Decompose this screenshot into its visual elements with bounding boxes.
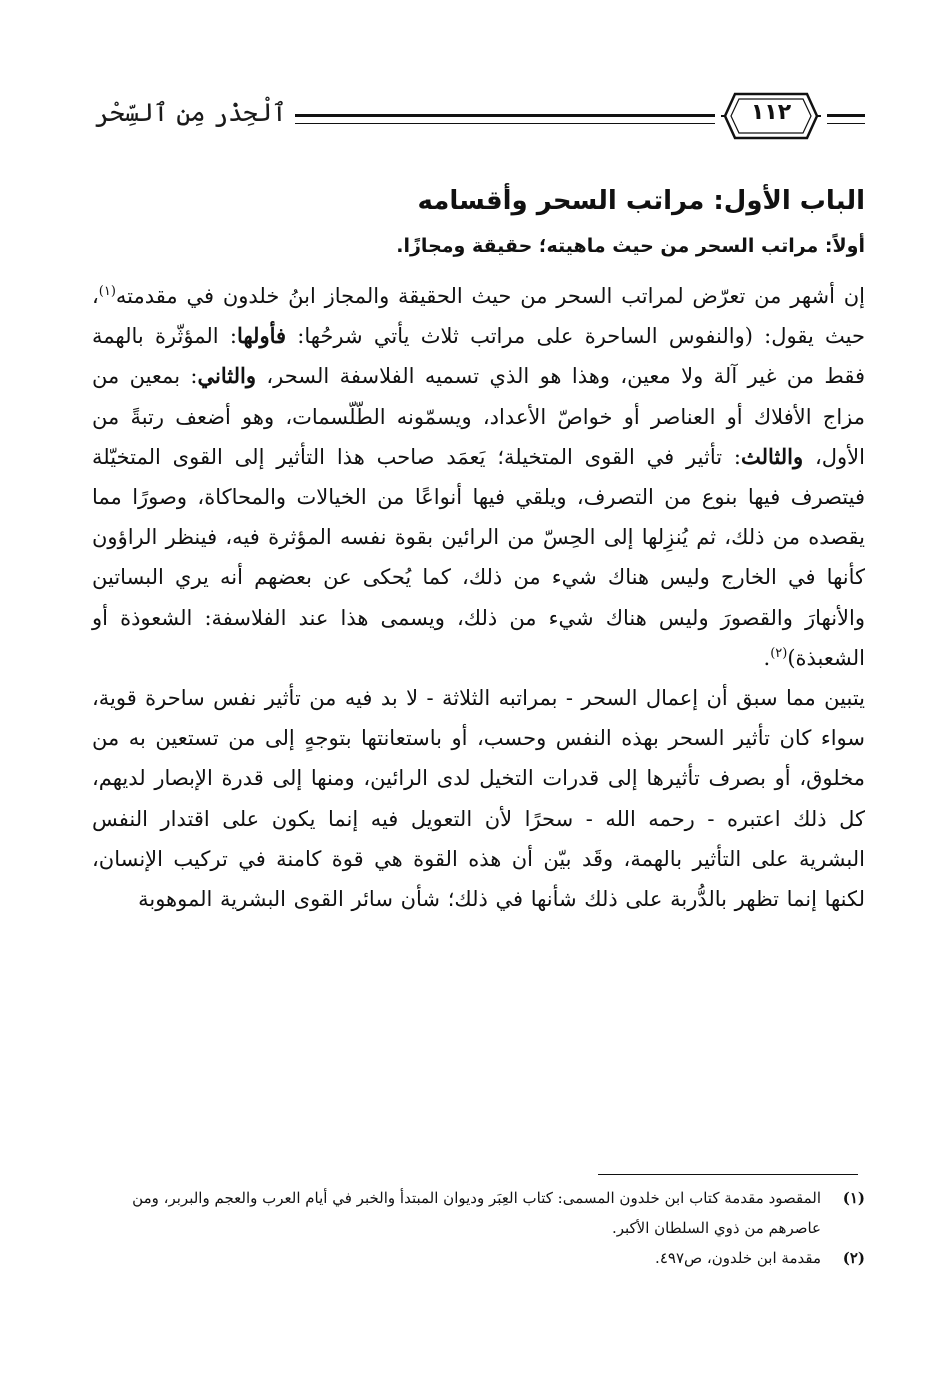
footnotes — [92, 1183, 865, 1273]
footnote-item — [92, 1243, 865, 1273]
page-number: ١١٢ — [750, 100, 792, 125]
paragraph-1: إن أشهر من تعرّض لمراتب السحر من حيث الحقيقة والمجاز ابنُ خلدون في مقدمته$^{(١)}$، حيث يقول: (والنفوس الساحرة على مراتب ثلاث يأتي شرحُها: فأولها: المؤثّرة بالهمة فقط من غير آلة ولا معين، وهذا هو الذي تسميه الفلاسفة السحر، والثاني: بمعين من مزاج الأفلاك أو العناصر أو خواصّ الأعداد، ويسمّونه الطّلّسمات، وهو أضعف رتبةً من الأول، والثالث: تأثير في القوى المتخيلة؛ يَعمَد صاحب هذا التأثير إلى القوى المتخيّلة فيتصرف فيها بنوع من التصرف، ويلقي فيها أنواعًا من الخيالات والمحاكاة، وصورًا مما يقصده من ذلك، ثم يُنزِلها إلى الحِسّ من الرائين بقوة نفسه المؤثرة فيه، فينظر الراؤون كأنها في الخارج وليس هناك شيء من ذلك، كما يُحكى عن بعضهم أنه يري البساتين والأنهارَ والقصورَ وليس هناك شيء من ذلك، ويسمى هذا عند الفلاسفة: الشعوذة أو الشعبذة)$^{(٢)}$. — [92, 284, 865, 670]
section-title: أولاً: مراتب السحر من حيث ماهيته؛ حقيقة ومجازًا. — [396, 235, 865, 257]
page-number-badge — [721, 90, 821, 142]
footnote-number: (١) — [842, 1189, 865, 1207]
footnote-text: المقصود مقدمة كتاب ابن خلدون المسمى: كتاب العِبَر وديوان المبتدأ والخبر في أيام العرب والعجم والبربر، ومن عاصرهم من ذوي السلطان الأكبر. — [132, 1189, 821, 1237]
paragraph-2: يتبين مما سبق أن إعمال السحر - بمراتبه الثلاثة - لا بد فيه من تأثير نفس ساحرة قوية، سواء كان تأثير السحر بهذه النفس وحسب، أو باستعانتها بتوجهٍ إلى من تستعين به من مخلوق، أو بصرف تأثيرها إلى قدرات التخيل لدى الرائين، ومنها إلى قدرة الإبصار لديهم، كل ذلك اعتبره - رحمه الله - سحرًا لأن التعويل فيه إنما يكون على اقتدار النفس البشرية على التأثير بالهمة، وقَد بيّن أن هذه القوة هي قوة كامنة في تركيب الإنسان، لكنها إنما تظهر بالدُّربة على ذلك شأنها في ذلك؛ شأن سائر القوى البشرية الموهوبة — [92, 686, 865, 912]
footnote-divider — [598, 1174, 858, 1175]
chapter-title: الباب الأول: مراتب السحر وأقسامه — [417, 186, 865, 216]
term-first: فأولها — [236, 323, 287, 349]
header-rule-right — [827, 114, 865, 124]
term-second: والثاني — [197, 363, 256, 389]
page-body — [92, 178, 865, 919]
page-header — [95, 82, 865, 152]
footnote-ref-1: (١) — [98, 284, 116, 299]
term-third: والثالث — [741, 443, 804, 469]
footnote-item — [92, 1183, 865, 1243]
footnote-text: مقدمة ابن خلدون، ص٤٩٧. — [655, 1249, 821, 1267]
footnote-ref-2: (٢) — [770, 645, 788, 661]
running-title: ٱلْحِذْر مِن ٱلسِّحْر — [95, 98, 287, 127]
footnote-number: (٢) — [842, 1249, 865, 1267]
header-rule-left — [295, 114, 715, 124]
